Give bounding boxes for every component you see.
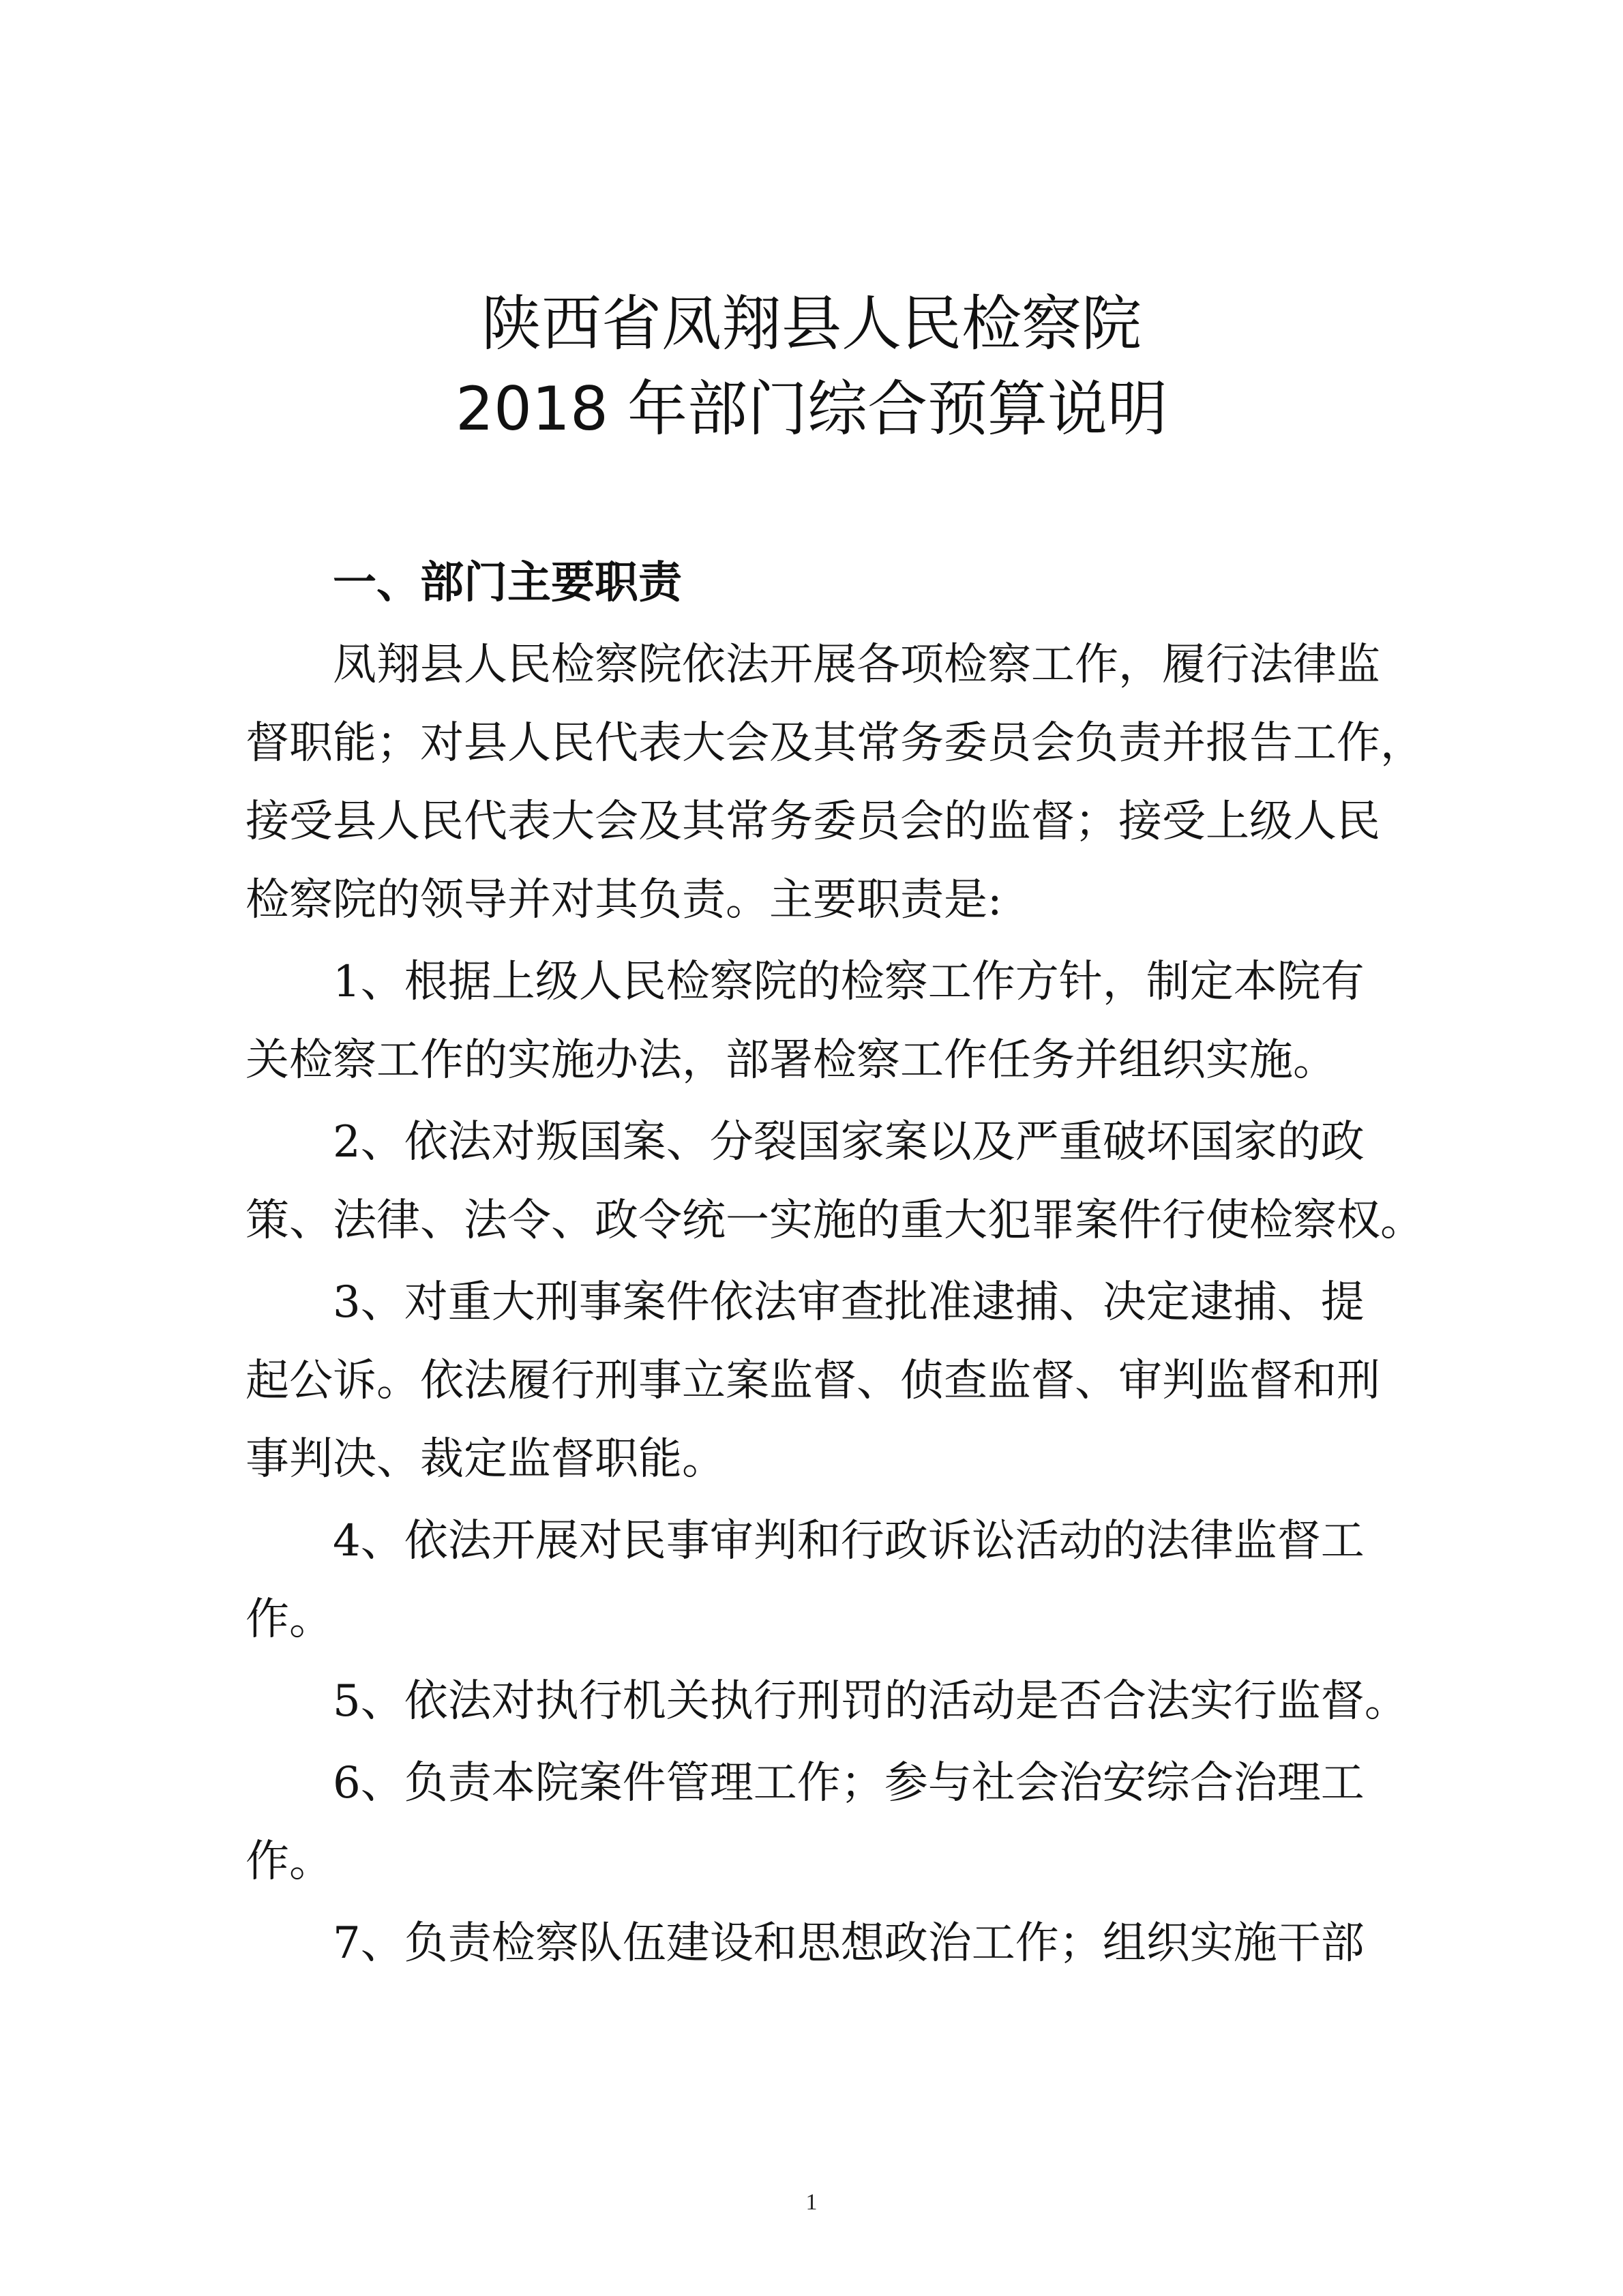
paragraph-line: 检察院的领导并对其负责。主要职责是: bbox=[245, 875, 1002, 925]
paragraph-line: 4、依法开展对民事审判和行政诉讼活动的法律监督工 bbox=[333, 1516, 1365, 1566]
paragraph-line: 作。 bbox=[245, 1594, 333, 1645]
paragraph-line: 1、根据上级人民检察院的检察工作方针，制定本院有 bbox=[333, 957, 1365, 1007]
paragraph-line: 关检察工作的实施办法，部署检察工作任务并组织实施。 bbox=[245, 1035, 1337, 1086]
paragraph-line: 5、依法对执行机关执行刑罚的活动是否合法实行监督。 bbox=[333, 1676, 1408, 1727]
paragraph-line: 事判决、裁定监督职能。 bbox=[245, 1434, 726, 1485]
section-heading: 一、部门主要职责 bbox=[333, 558, 682, 608]
paragraph-line: 凤翔县人民检察院依法开展各项检察工作，履行法律监 bbox=[333, 640, 1380, 690]
paragraph-line: 策、法律、法令、政令统一实施的重大犯罪案件行使检察权。 bbox=[245, 1195, 1424, 1246]
paragraph-line: 6、负责本院案件管理工作；参与社会治安综合治理工 bbox=[333, 1758, 1365, 1808]
paragraph-line: 7、负责检察队伍建设和思想政治工作；组织实施干部 bbox=[333, 1918, 1365, 1969]
document-title-line-2: 2018 年部门综合预算说明 bbox=[456, 374, 1167, 444]
paragraph-line: 3、对重大刑事案件依法审查批准逮捕、决定逮捕、提 bbox=[333, 1277, 1365, 1328]
page-number: 1 bbox=[805, 2190, 818, 2215]
paragraph-line: 作。 bbox=[245, 1836, 333, 1887]
paragraph-line: 督职能；对县人民代表大会及其常务委员会负责并报告工作， bbox=[245, 718, 1424, 769]
document-title-line-1: 陕西省凤翔县人民检察院 bbox=[481, 288, 1142, 359]
paragraph-line: 接受县人民代表大会及其常务委员会的监督；接受上级人民 bbox=[245, 796, 1380, 847]
paragraph-line: 起公诉。依法履行刑事立案监督、侦查监督、审判监督和刑 bbox=[245, 1356, 1380, 1406]
paragraph-line: 2、依法对叛国案、分裂国家案以及严重破坏国家的政 bbox=[333, 1117, 1365, 1167]
